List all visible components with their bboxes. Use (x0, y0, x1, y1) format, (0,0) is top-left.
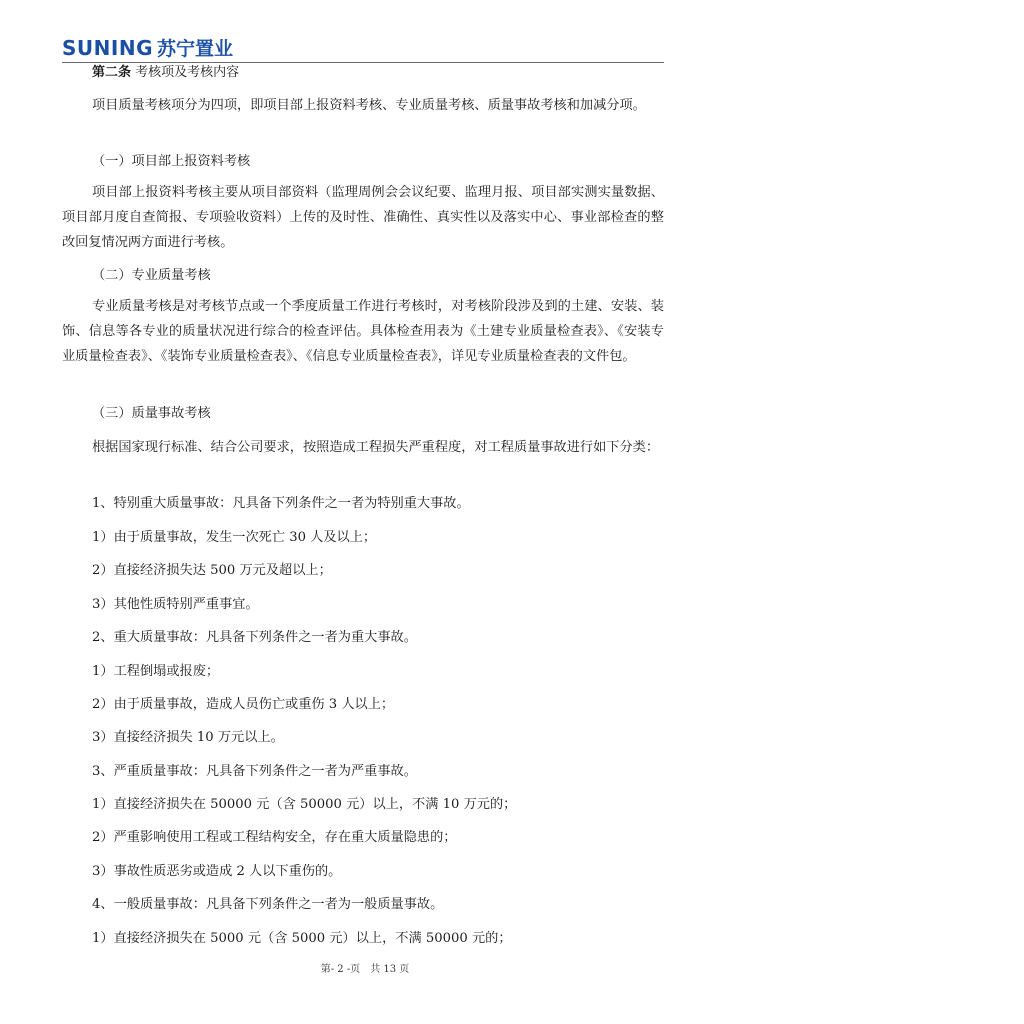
list-item: 1）直接经济损失在 50000 元（含 50000 元）以上，不满 10 万元的； (92, 797, 517, 812)
list-item: 1）由于质量事故，发生一次死亡 30 人及以上； (92, 530, 377, 545)
list-item: 1、特别重大质量事故：凡具备下列条件之一者为特别重大事故。 (92, 496, 470, 511)
suning-logo (62, 34, 233, 61)
list-item: 2）直接经济损失达 500 万元及超以上； (92, 563, 332, 578)
list-item: 3）其他性质特别严重事宜。 (92, 597, 259, 612)
section-2-paragraph: 专业质量考核是对考核节点或一个季度质量工作进行考核时，对考核阶段涉及到的土建、安装、装饰、信息等各专业的质量状况进行综合的检查评估。具体检查用表为《土建专业质量检查表》、《安装专业质量检查表》、《装饰专业质量检查表》、《信息专业质量检查表》，详见专业质量检查表的文件包。 (62, 299, 664, 364)
article-number: 第二条 (92, 65, 132, 80)
list-item: 3）直接经济损失 10 万元以上。 (92, 730, 284, 745)
section-1-paragraph: 项目部上报资料考核主要从项目部资料（监理周例会会议纪要、监理月报、项目部实测实量数据、项目部月度自查简报、专项验收资料）上传的及时性、准确性、真实性以及落实中心、事业部检查的整改回复情况两方面进行考核。 (62, 185, 664, 250)
list-item: 1）直接经济损失在 5000 元（含 5000 元）以上，不满 50000 元的； (92, 931, 512, 946)
article-title-text: 考核项及考核内容 (135, 65, 240, 80)
list-item: 2、重大质量事故：凡具备下列条件之一者为重大事故。 (92, 630, 417, 645)
list-item: 1）工程倒塌或报废； (92, 664, 220, 679)
section-1-heading: （一）项目部上报资料考核 (92, 154, 251, 169)
logo-latin-text: SUNING (62, 36, 153, 60)
page-header (62, 34, 664, 63)
page-number: 第- 2 -页 共 13 页 (320, 964, 410, 975)
section-2-heading: （二）专业质量考核 (92, 268, 211, 283)
article-title (92, 63, 239, 83)
section-3-paragraph: 根据国家现行标准、结合公司要求，按照造成工程损失严重程度，对工程质量事故进行如下分类： (92, 440, 660, 455)
intro-paragraph: 项目质量考核项分为四项，即项目部上报资料考核、专业质量考核、质量事故考核和加减分项。 (92, 98, 646, 113)
list-item: 2）严重影响使用工程或工程结构安全，存在重大质量隐患的； (92, 830, 457, 845)
list-item: 3、严重质量事故：凡具备下列条件之一者为严重事故。 (92, 764, 417, 779)
list-item: 3）事故性质恶劣或造成 2 人以下重伤的。 (92, 864, 342, 879)
list-item: 4、一般质量事故：凡具备下列条件之一者为一般质量事故。 (92, 897, 444, 912)
list-item: 2）由于质量事故，造成人员伤亡或重伤 3 人以上； (92, 697, 395, 712)
section-3-heading: （三）质量事故考核 (92, 406, 211, 421)
logo-cjk-text: 苏宁置业 (156, 38, 233, 60)
